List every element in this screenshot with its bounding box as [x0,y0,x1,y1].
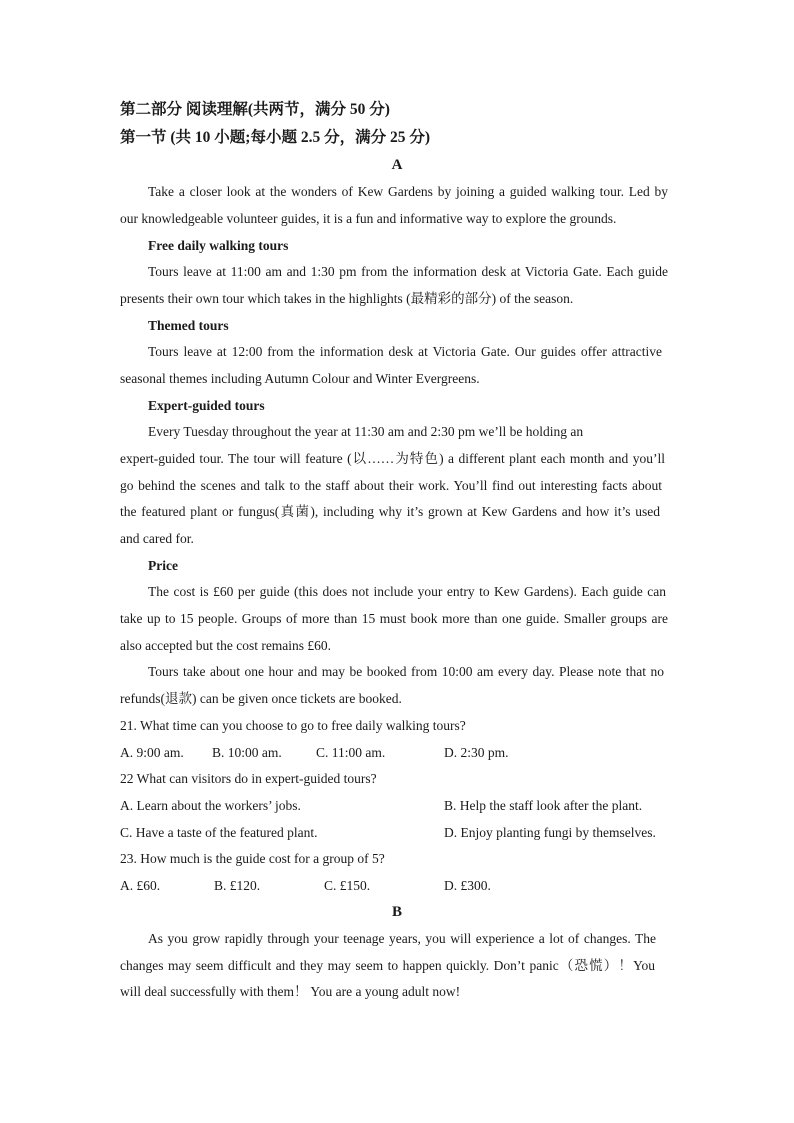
question-22-option-b: B. Help the staff look after the plant. [444,798,643,813]
question-21-option-d: D. 2:30 pm. [444,745,509,760]
question-21-option-b: B. 10:00 am. [212,745,282,760]
section-title: 第二部分 阅读理解(共两节，满分 50 分) [120,101,390,118]
question-21-stem: 21. What time can you choose to go to free daily walking tours? [120,718,466,733]
passage-a-intro-line-1: Take a closer look at the wonders of Kew Gardens by joining a guided walking tour. Led by [148,184,668,199]
expert-tours-line-2: expert-guided tour. The tour will feature (以……为特色) a different plant each month and you’ll [120,451,665,466]
expert-tours-line-1: Every Tuesday throughout the year at 11:30 am and 2:30 pm we’ll be holding an [148,424,584,439]
question-22-option-a: A. Learn about the workers’ jobs. [120,798,301,813]
question-23-option-b: B. £120. [214,878,261,893]
free-tours-line-2: presents their own tour which takes in the highlights (最精彩的部分) of the season. [120,291,574,306]
price-line-1: The cost is £60 per guide (this does not include your entry to Kew Gardens). Each guide can [148,584,666,599]
passage-a-intro-line-2: our knowledgeable volunteer guides, it is a fun and informative way to explore the grounds. [120,211,617,226]
price-line-2: take up to 15 people. Groups of more than 15 must book more than one guide. Smaller groups are [120,611,668,626]
question-23-option-c: C. £150. [324,878,371,893]
passage-b-line-3: will deal successfully with them！ You are a young adult now! [120,984,461,999]
passage-b-label: B [391,904,402,920]
price-line-5: refunds(退款) can be given once tickets are booked. [120,691,402,706]
free-tours-heading: Free daily walking tours [148,238,289,253]
free-tours-line-1: Tours leave at 11:00 am and 1:30 pm from the information desk at Victoria Gate. Each guide [148,264,668,279]
expert-tours-line-4: the featured plant or fungus(真菌), including why it’s grown at Kew Gardens and how it’s used [120,504,660,519]
question-22-option-c: C. Have a taste of the featured plant. [120,825,318,840]
price-line-3: also accepted but the cost remains £60. [120,638,332,653]
passage-b-line-1: As you grow rapidly through your teenage years, you will experience a lot of changes. The [148,931,656,946]
question-22-stem: 22 What can visitors do in expert-guided tours? [120,771,377,786]
question-23-option-a: A. £60. [120,878,161,893]
price-line-4: Tours take about one hour and may be booked from 10:00 am every day. Please note that no [148,664,664,679]
subsection-title: 第一节 (共 10 小题;每小题 2.5 分，满分 25 分) [120,129,430,146]
themed-tours-line-1: Tours leave at 12:00 from the information desk at Victoria Gate. Our guides offer attractive [148,344,662,359]
expert-tours-heading: Expert-guided tours [148,398,265,413]
expert-tours-line-5: and cared for. [120,531,194,546]
expert-tours-line-3: go behind the scenes and talk to the staff about their work. You’ll find out interesting facts about [120,478,662,493]
themed-tours-line-2: seasonal themes including Autumn Colour and Winter Evergreens. [120,371,480,386]
question-22-option-d: D. Enjoy planting fungi by themselves. [444,825,656,840]
question-23-stem: 23. How much is the guide cost for a group of 5? [120,851,385,866]
passage-b-line-2: changes may seem difficult and they may seem to happen quickly. Don’t panic（恐慌）！You [120,958,655,973]
question-23-option-d: D. £300. [444,878,491,893]
passage-a-label: A [391,157,403,173]
price-heading: Price [148,558,178,573]
question-21-option-a: A. 9:00 am. [120,745,184,760]
themed-tours-heading: Themed tours [148,318,229,333]
question-21-option-c: C. 11:00 am. [316,745,386,760]
